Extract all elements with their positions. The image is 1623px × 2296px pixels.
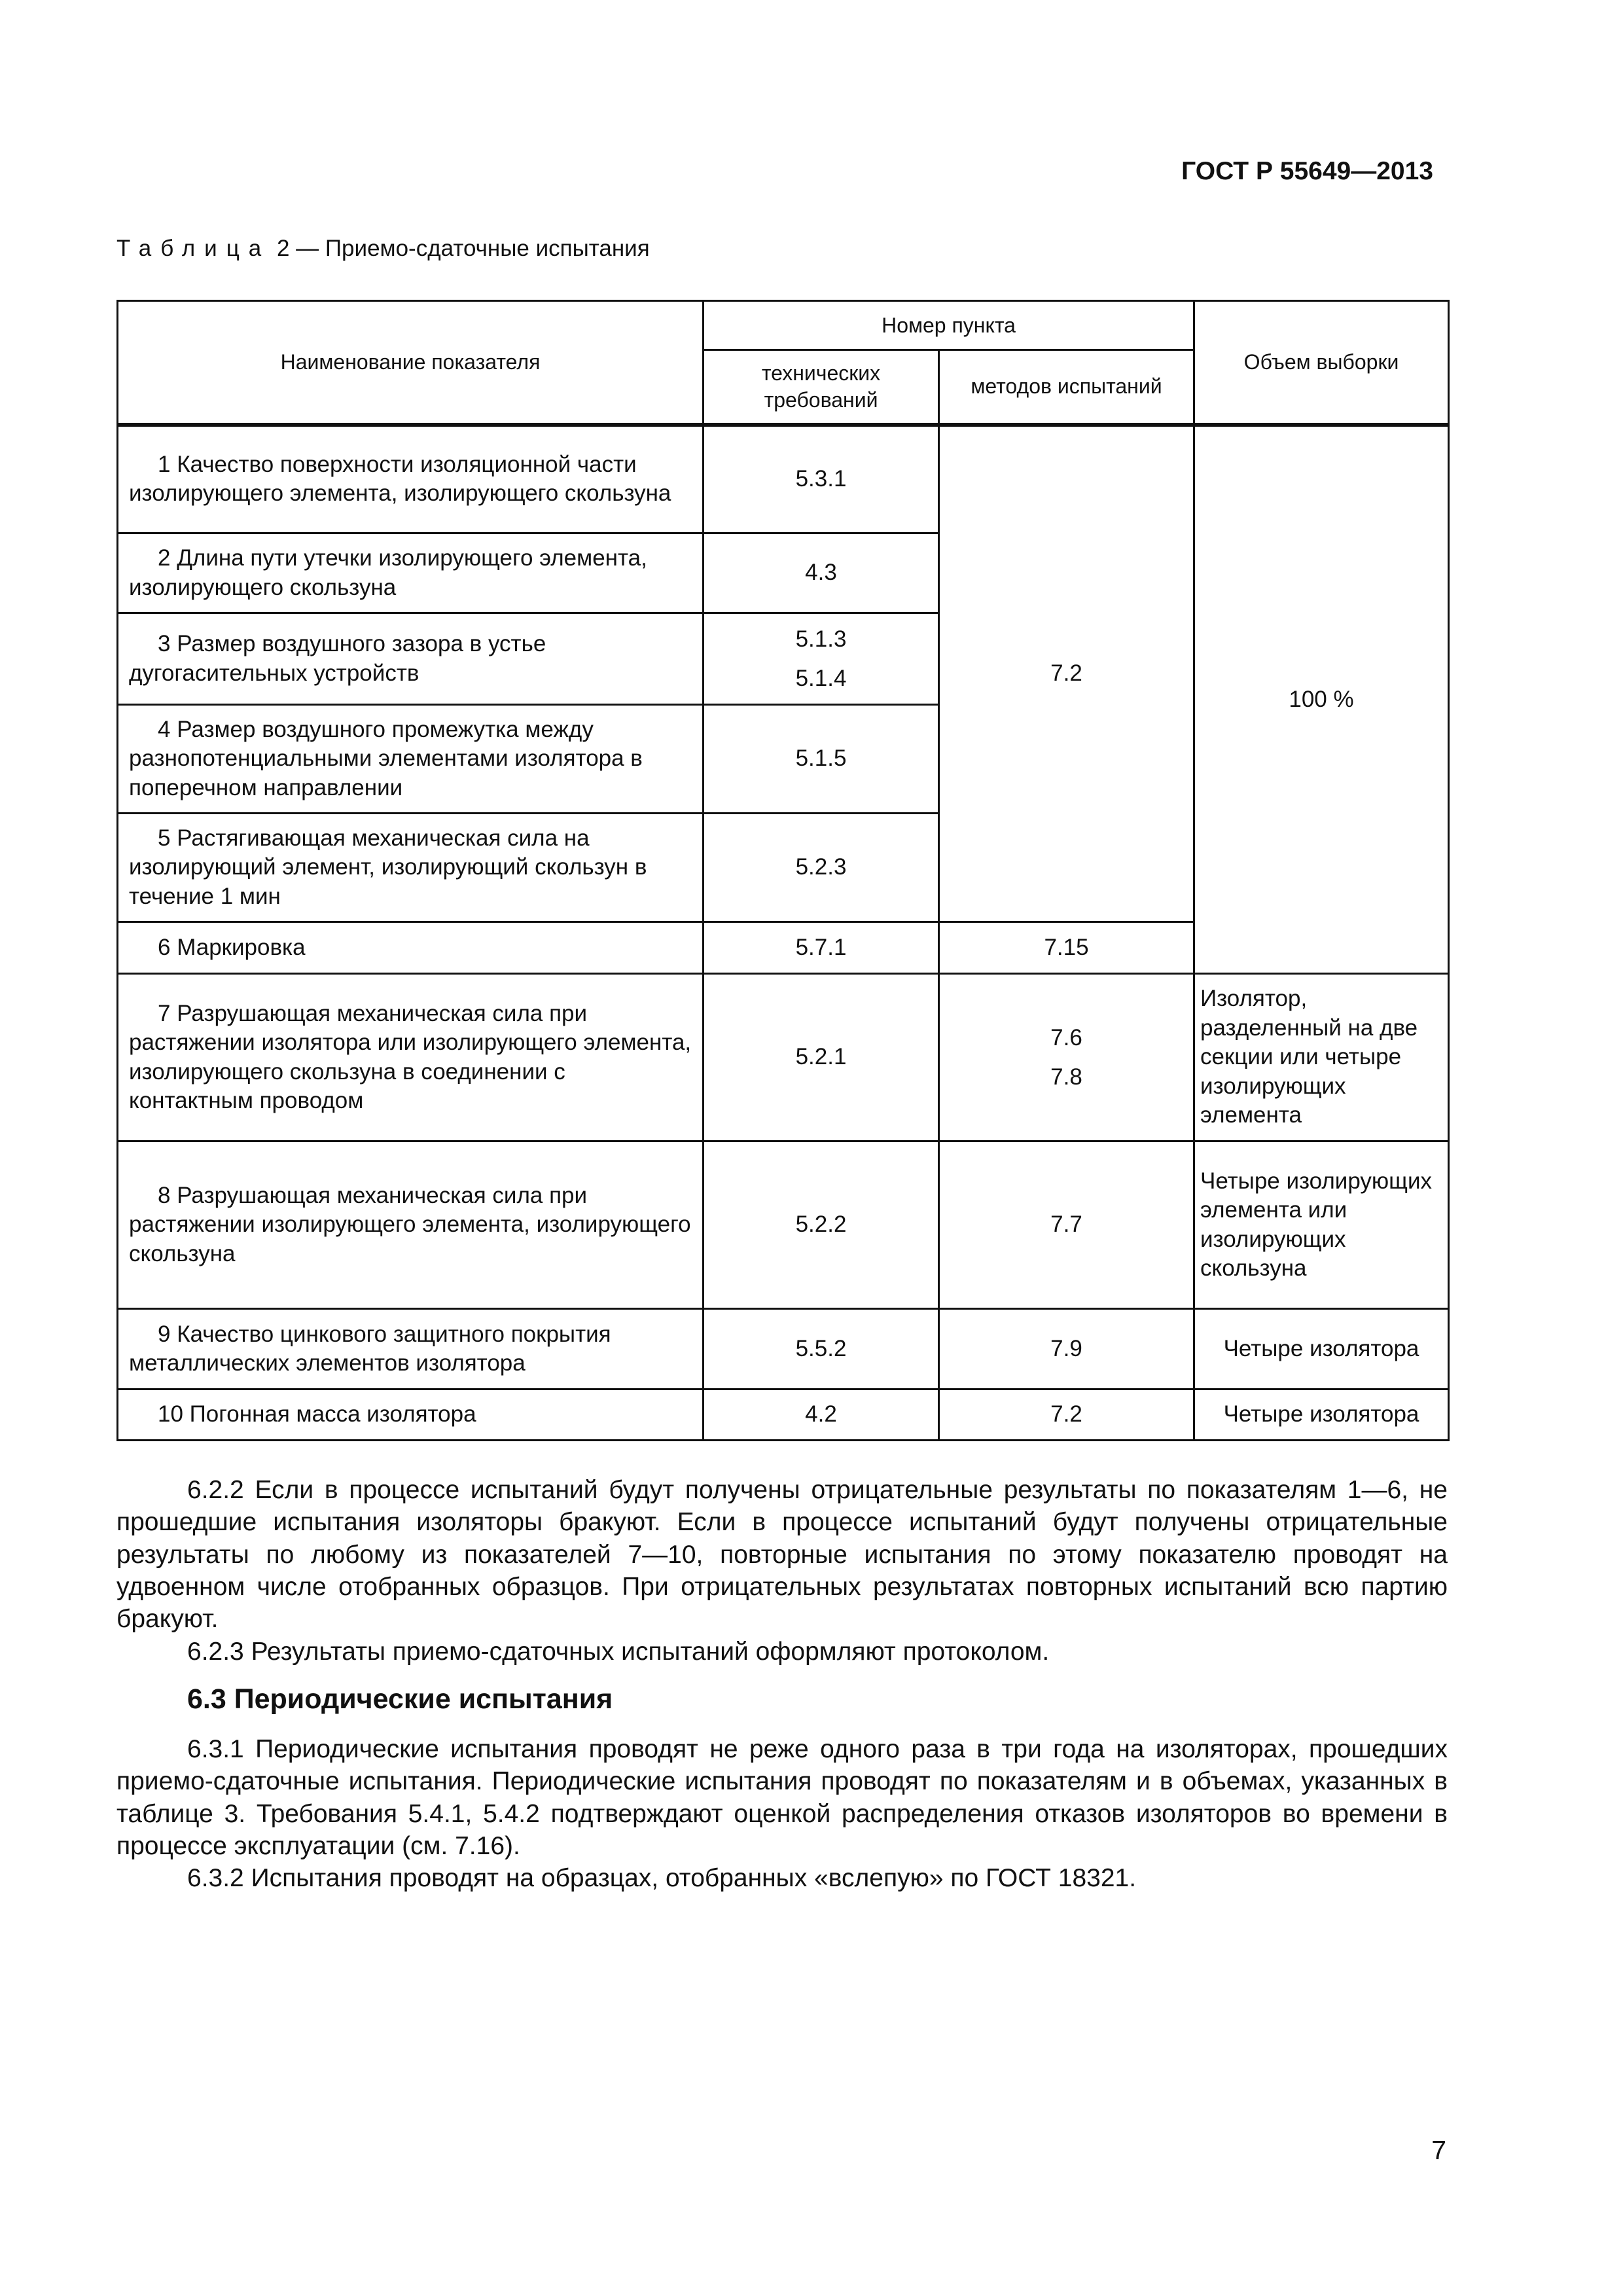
row-name: 1 Качество поверхности изоляционной части изолирующего элемента, изолирующего скользуна: [118, 425, 704, 533]
paragraph: 6.2.3 Результаты приемо-сдаточных испытаний оформляют протоколом.: [187, 1637, 1050, 1666]
paragraphs-section-6-2: [116, 1474, 1448, 1668]
row-name: 10 Погонная масса изолятора: [118, 1390, 704, 1441]
row-method: 7.15: [939, 922, 1194, 974]
row-tech: 5.7.1: [704, 922, 939, 974]
paragraph: 6.3.2 Испытания проводят на образцах, отобранных «вслепую» по ГОСТ 18321.: [187, 1864, 1137, 1893]
row-tech: 5.2.3: [704, 814, 939, 922]
header-sample-volume: Объем выборки: [1194, 301, 1449, 425]
paragraphs-section-6-3: [116, 1733, 1448, 1895]
row-name: 2 Длина пути утечки изолирующего элемента, изолирующего скользуна: [118, 533, 704, 613]
merged-volume: 100 %: [1194, 425, 1449, 974]
table-row: [118, 1309, 1449, 1390]
row-name: 6 Маркировка: [118, 922, 704, 974]
row-volume: Изолятор, разделенный на две секции или четыре изолирующих элемента: [1194, 974, 1449, 1141]
row-tech: 5.1.3 5.1.4: [704, 613, 939, 705]
row-volume: Четыре изолятора: [1194, 1309, 1449, 1390]
table-row: [118, 1141, 1449, 1309]
row-tech: 4.3: [704, 533, 939, 613]
header-indicator-name: Наименование показателя: [118, 301, 704, 425]
page-number: 7: [1431, 2135, 1446, 2165]
table-row: [118, 1390, 1449, 1441]
row-tech: 4.2: [704, 1390, 939, 1441]
paragraph: 6.3.1 Периодические испытания проводят не реже одного раза в три года на изоляторах, прошедших приемо-сдаточные испытания. Периодические испытания проводят по показателям и в объемах, указанных в таблице 3. Требования 5.4.1, 5.4.2 подтверждают оценкой распределения отказов изоляторов во времени в процессе эксплуатации (см. 7.16).: [116, 1735, 1448, 1860]
row-volume: Четыре изолирующих элемента или изолирующих скользуна: [1194, 1141, 1449, 1309]
acceptance-tests-table: [116, 300, 1450, 1441]
row-tech: 5.1.5: [704, 705, 939, 814]
row-tech: 5.5.2: [704, 1309, 939, 1390]
table-row: [118, 425, 1449, 533]
section-heading: 6.3 Периодические испытания: [187, 1683, 613, 1715]
paragraph: 6.2.2 Если в процессе испытаний будут получены отрицательные результаты по показателям 1—6, не прошедшие испытания изоляторы бракуют. Если в процессе испытаний будут получены отрицательные результаты по любому из показателей 7—10, повторные испытания по этому показателю проводят на удвоенном числе отобранных образцов. При отрицательных результатах повторных испытаний всю партию бракуют.: [116, 1476, 1448, 1634]
table-row: [118, 974, 1449, 1141]
row-volume: Четыре изолятора: [1194, 1390, 1449, 1441]
row-name: 7 Разрушающая механическая сила при растяжении изолятора или изолирующего элемента, изолирующего скользуна в соединении с контактным проводом: [118, 974, 704, 1141]
row-name: 8 Разрушающая механическая сила при растяжении изолирующего элемента, изолирующего скользуна: [118, 1141, 704, 1309]
merged-method: 7.2: [939, 425, 1194, 922]
row-method: 7.6 7.8: [939, 974, 1194, 1141]
row-method: 7.7: [939, 1141, 1194, 1309]
header-clause-number: Номер пункта: [704, 301, 1194, 350]
row-name: 5 Растягивающая механическая сила на изолирующий элемент, изолирующий скользун в течение 1 мин: [118, 814, 704, 922]
table-caption: [116, 236, 650, 262]
row-name: 4 Размер воздушного промежутка между разнопотенциальными элементами изолятора в поперечном направлении: [118, 705, 704, 814]
row-name: 9 Качество цинкового защитного покрытия металлических элементов изолятора: [118, 1309, 704, 1390]
row-method: 7.2: [939, 1390, 1194, 1441]
header-test-methods: методов испытаний: [939, 350, 1194, 425]
table-caption-title: — Приемо-сдаточные испытания: [296, 236, 650, 261]
document-code: ГОСТ Р 55649—2013: [1181, 157, 1433, 185]
row-tech: 5.3.1: [704, 425, 939, 533]
row-tech: 5.2.2: [704, 1141, 939, 1309]
table-caption-number: 2: [276, 236, 290, 261]
row-method: 7.9: [939, 1309, 1194, 1390]
row-tech: 5.2.1: [704, 974, 939, 1141]
row-name: 3 Размер воздушного зазора в устье дугогасительных устройств: [118, 613, 704, 705]
header-tech-requirements: технических требований: [704, 350, 939, 425]
table-caption-word: Таблица: [116, 236, 271, 261]
